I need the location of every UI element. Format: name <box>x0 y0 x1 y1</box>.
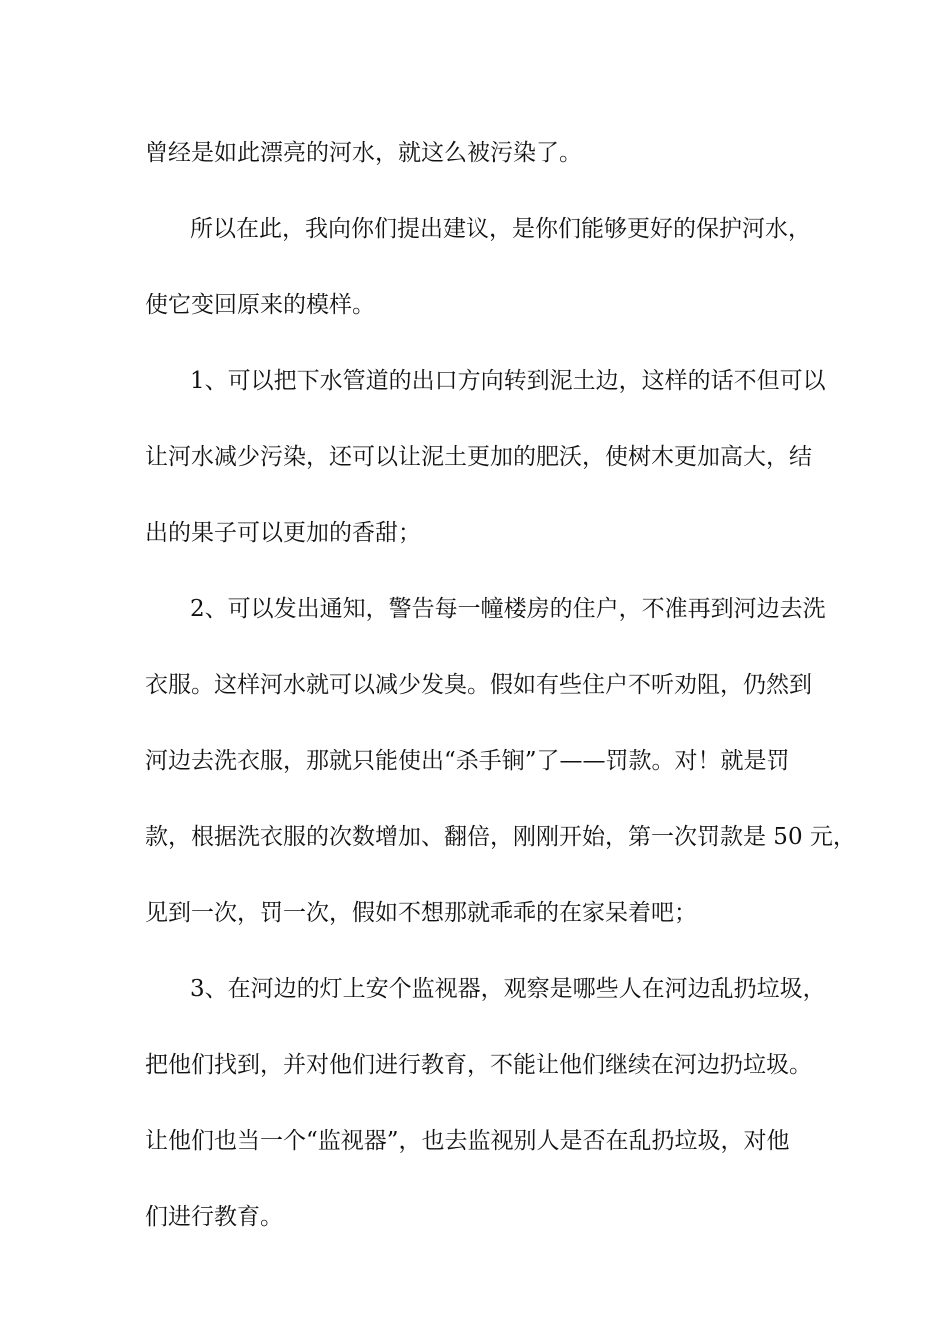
text-line-10: 款，根据洗衣服的次数增加、翻倍，刚刚开始，第一次罚款是 50 元， <box>145 824 856 850</box>
paragraph-start-line-12: 3、在河边的灯上安个监视器，观察是哪些人在河边乱扔垃圾， <box>190 976 826 1002</box>
text-line-9: 河边去洗衣服，那就只能使出“杀手锏”了——罚款。对！就是罚 <box>145 748 790 774</box>
paragraph-start-line-7: 2、可以发出通知，警告每一幢楼房的住户，不准再到河边去洗 <box>190 596 826 622</box>
text-line-3: 使它变回原来的模样。 <box>145 292 375 318</box>
text-line-5: 让河水减少污染，还可以让泥土更加的肥沃，使树木更加高大，结 <box>145 444 812 470</box>
text-line-6: 出的果子可以更加的香甜； <box>145 520 421 546</box>
text-line-11: 见到一次，罚一次，假如不想那就乖乖的在家呆着吧； <box>145 900 697 926</box>
text-line-14: 让他们也当一个“监视器”，也去监视别人是否在乱扔垃圾，对他 <box>145 1128 790 1154</box>
paragraph-start-line-2: 所以在此，我向你们提出建议，是你们能够更好的保护河水， <box>190 216 811 242</box>
paragraph-start-line-4: 1、可以把下水管道的出口方向转到泥土边，这样的话不但可以 <box>190 368 826 394</box>
text-line-13: 把他们找到，并对他们进行教育，不能让他们继续在河边扔垃圾。 <box>145 1052 812 1078</box>
text-line-15: 们进行教育。 <box>145 1204 283 1230</box>
text-line-8: 衣服。这样河水就可以减少发臭。假如有些住户不听劝阻，仍然到 <box>145 672 812 698</box>
text-line-1: 曾经是如此漂亮的河水，就这么被污染了。 <box>145 140 582 166</box>
